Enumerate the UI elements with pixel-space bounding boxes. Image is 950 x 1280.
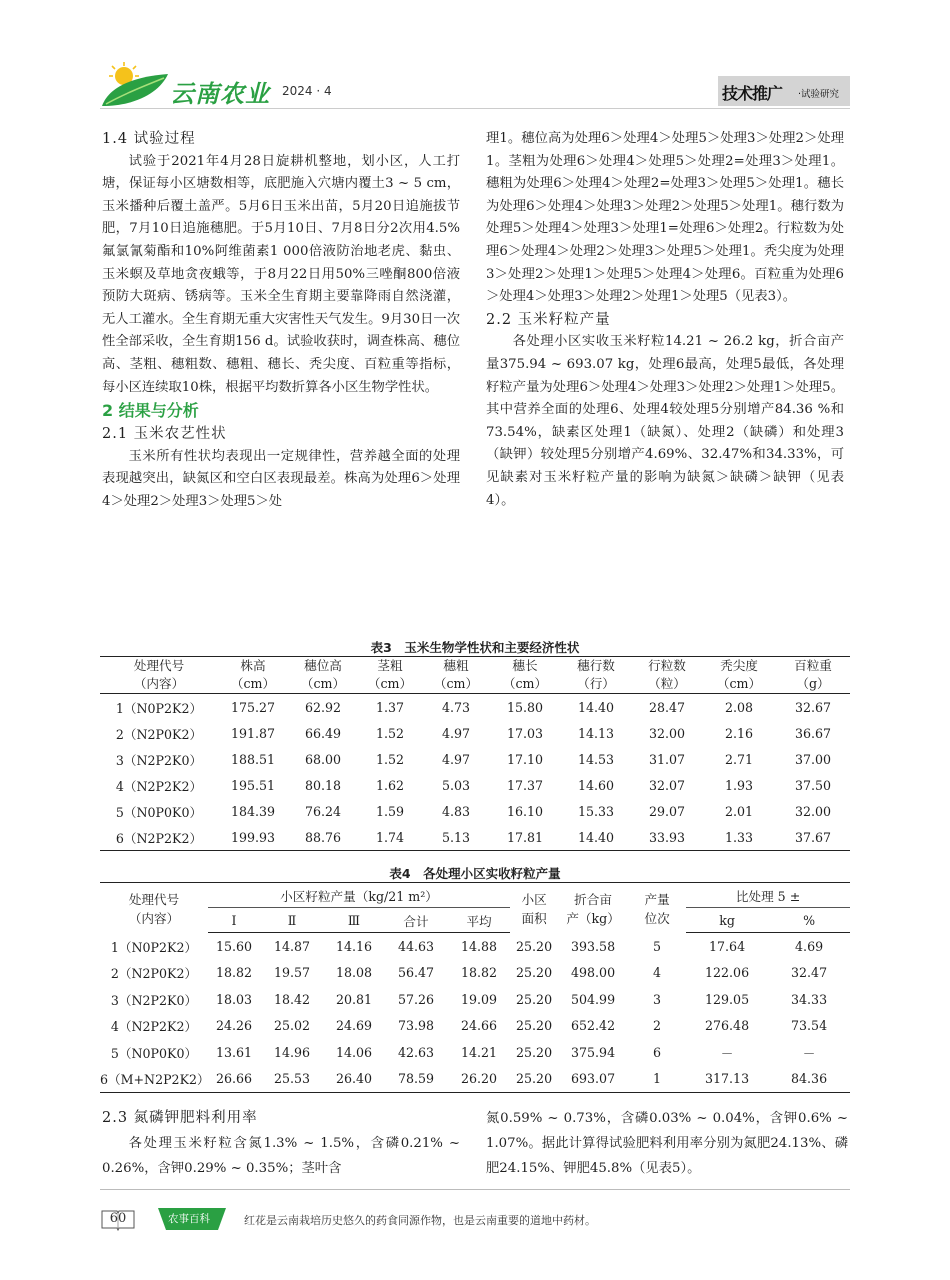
t4-cell: 25.20 xyxy=(510,1066,558,1093)
t3-cell: 37.50 xyxy=(794,777,832,793)
t3-cell: 1.37 xyxy=(375,699,405,715)
t4-cell: 2（N2P0K2） xyxy=(110,966,198,982)
t4-cell: 122.06 xyxy=(705,965,750,981)
t3-cell: 32.00 xyxy=(794,803,832,819)
t3-cell: 33.93 xyxy=(632,824,702,851)
t4-cell: 26.20 xyxy=(448,1066,510,1093)
t3-header-6-line-0: 穗行数 xyxy=(577,658,615,673)
heading-2-2: 2.2 玉米籽粒产量 xyxy=(486,311,611,328)
table-row xyxy=(100,720,850,746)
t4-cell: 4 xyxy=(653,965,662,981)
table-row xyxy=(100,986,850,1013)
t3-cell: 4.73 xyxy=(441,699,471,715)
t3-header-7-line-0: 行粒数 xyxy=(648,658,686,673)
t4-h-mu xyxy=(558,883,628,933)
t4-h-rank-sub: 位次 xyxy=(644,910,670,926)
t3-cell: 17.37 xyxy=(506,777,544,793)
t4-h-area-label: 小区 xyxy=(521,891,547,907)
paragraph-2-3-left: 各处理玉米籽粒含氮1.3% ~ 1.5%，含磷0.21% ~ 0.26%，含钾0.29% ~ 0.35%；茎叶含 xyxy=(102,1136,460,1176)
t4-cell: － xyxy=(802,1045,816,1061)
t3-header-0-line-0: 处理代号 xyxy=(133,658,185,673)
t3-header-6 xyxy=(560,657,632,694)
page-number: 60 xyxy=(109,1211,127,1226)
t4-cell: 44.63 xyxy=(397,938,435,954)
footer-divider xyxy=(100,1189,850,1190)
t3-cell: 88.76 xyxy=(288,824,358,851)
t4-cell: 25.02 xyxy=(273,1018,311,1034)
t4-cell: 693.07 xyxy=(558,1066,628,1093)
t4-cell: 5 xyxy=(653,938,662,954)
t4-h-area xyxy=(510,883,558,933)
t3-cell: 15.33 xyxy=(577,803,615,819)
t3-cell: 2.16 xyxy=(724,725,754,741)
t3-header-8 xyxy=(702,657,776,694)
t4-cell: 18.82 xyxy=(461,965,498,981)
table3-body xyxy=(100,694,850,851)
t4-cell: 14.96 xyxy=(273,1044,311,1060)
t4-cell: 24.66 xyxy=(461,1018,498,1034)
t3-cell: 28.47 xyxy=(648,699,686,715)
t3-cell: 66.49 xyxy=(304,725,342,741)
t3-cell: 29.07 xyxy=(648,803,686,819)
t4-h-compare: 比处理 5 ± xyxy=(686,883,850,908)
t4-h-sub-3: Ⅲ xyxy=(324,908,384,933)
t3-header-1-line-1: （cm） xyxy=(230,676,276,691)
t3-cell: 2.71 xyxy=(724,751,754,767)
t3-header-7 xyxy=(632,657,702,694)
t4-cell: 56.47 xyxy=(397,965,435,981)
t3-header-5-line-1: （cm） xyxy=(502,676,548,691)
t4-cell: 84.36 xyxy=(768,1066,850,1093)
t4-cell: 1（N0P2K2） xyxy=(110,939,198,955)
t4-h-code-label: 处理代号 xyxy=(128,891,180,907)
t4-h-code xyxy=(100,883,208,933)
t4-cell: 6 xyxy=(653,1044,662,1060)
table-row xyxy=(100,772,850,798)
paragraph-2-1-continued: 理1。穗位高为处理6＞处理4＞处理5＞处理3＞处理2＞处理1。茎粗为处理6＞处理4＞处理5＞处理2=处理3＞处理1。穗粗为处理6＞处理4＞处理2=处理3＞处理5＞处理1。穗长为处理6＞处理4＞处理3＞处理2＞处理5＞处理1。穗行数为处理5＞处理4＞处理3＞处理1=处理6＞处理2。行粒数为处理6＞处理4＞处理2＞处理3＞处理5＞处理1。秃尖度为处理3＞处理2＞处理1＞处理5＞处理4＞处理6。百粒重为处理6＞处理4＞处理3＞处理2＞处理1＞处理5（见表3）。 xyxy=(486,131,844,305)
t3-cell: 4（N2P2K2） xyxy=(115,778,203,794)
t4-h-sub-1: Ⅰ xyxy=(208,908,260,933)
t4-cell: 25.20 xyxy=(516,1018,553,1034)
t4-cell: 18.42 xyxy=(273,991,311,1007)
t4-cell: 24.26 xyxy=(215,1018,253,1034)
footer-note: 红花是云南栽培历史悠久的药食同源作物，也是云南重要的道地中药材。 xyxy=(244,1214,596,1227)
table-row xyxy=(100,933,850,960)
t4-cell: 3 xyxy=(653,991,662,1007)
paragraph-2-1: 玉米所有性状均表现出一定规律性，营养越全面的处理表现越突出，缺氮区和空白区表现最差。株高为处理6＞处理4＞处理2＞处理3＞处理5＞处 xyxy=(102,448,460,509)
t4-cell: 25.20 xyxy=(516,991,553,1007)
t3-cell: 62.92 xyxy=(304,699,342,715)
t4-h-rank-label: 产量 xyxy=(644,891,670,907)
t4-h-pct: % xyxy=(768,908,850,933)
t4-cell: 276.48 xyxy=(705,1018,750,1034)
t3-header-4-line-0: 穗粗 xyxy=(443,658,469,673)
t3-header-2 xyxy=(288,657,358,694)
t4-cell: 317.13 xyxy=(686,1066,768,1093)
t3-cell: 195.51 xyxy=(230,777,276,793)
t4-cell: 14.16 xyxy=(335,938,373,954)
heading-2: 2 结果与分析 xyxy=(102,401,199,421)
t3-cell: 2.08 xyxy=(724,699,754,715)
issue-label: 2024 · 4 xyxy=(282,84,332,98)
t4-h-sub-avg: 平均 xyxy=(448,908,510,933)
t3-cell: 1.52 xyxy=(375,751,405,767)
t3-cell: 17.81 xyxy=(490,824,560,851)
t4-cell: 5（N0P0K0） xyxy=(110,1045,198,1061)
table-row xyxy=(100,960,850,987)
t4-h-sub-2: Ⅱ xyxy=(260,908,324,933)
t3-cell: 14.40 xyxy=(577,699,615,715)
paragraph-1-4: 试验于2021年4月28日旋耕机整地，划小区，人工打塘，保证每小区塘数相等，底肥施入穴塘内覆土3 ~ 5 cm，玉米播种后覆土盖严。5月6日玉米出苗，5月20日追施拔节肥，7月10日追施穗肥。于5月10日、7月8日分2次用4.5%氟氯氰菊酯和10%阿维菌素1 000倍液防治地老虎、黏虫、玉米螟及草地贪夜蛾等，于8月22日用50%三唑酮800倍液预防大斑病、锈病等。玉米全生育期主要靠降雨自然浇灌，无人工灌水。全生育期无重大灾害性天气发生。9月30日一次性全部采收，全生育期156 d。试验收获时，调查株高、穗位高、茎粗、穗粗数、穗粗、穗长、秃尖度、百粒重等指标，每小区连续取10株，根据平均数折算各小区生物学性状。 xyxy=(102,153,460,395)
t3-cell: 14.53 xyxy=(577,751,615,767)
t3-header-6-line-1: （行） xyxy=(577,676,615,691)
t4-cell: 14.21 xyxy=(461,1044,498,1060)
t3-cell: 37.67 xyxy=(776,824,850,851)
t3-cell: 31.07 xyxy=(648,751,686,767)
t4-cell: 19.09 xyxy=(461,991,498,1007)
page-header xyxy=(0,0,950,112)
t3-cell: 68.00 xyxy=(304,751,342,767)
t4-cell: 3（N2P2K0） xyxy=(110,992,198,1008)
t3-cell: 32.07 xyxy=(648,777,686,793)
t3-cell: 3（N2P2K0） xyxy=(115,752,203,768)
t4-cell: 375.94 xyxy=(571,1044,616,1060)
t3-header-3 xyxy=(358,657,422,694)
t4-cell: 57.26 xyxy=(397,991,435,1007)
table-row xyxy=(100,1066,850,1093)
t3-cell: 5.13 xyxy=(422,824,490,851)
t3-cell: 1.93 xyxy=(724,777,754,793)
t3-cell: 5（N0P0K0） xyxy=(115,804,203,820)
t4-cell: 20.81 xyxy=(335,991,373,1007)
t4-cell: 25.53 xyxy=(260,1066,324,1093)
t3-cell: 36.67 xyxy=(794,725,832,741)
t4-cell: 498.00 xyxy=(571,965,616,981)
t3-cell: 1.52 xyxy=(375,725,405,741)
t4-cell: － xyxy=(720,1045,734,1061)
t4-cell: 26.40 xyxy=(324,1066,384,1093)
t4-cell: 34.33 xyxy=(791,991,828,1007)
t4-cell: 6（M+N2P2K2） xyxy=(100,1066,208,1093)
t3-header-1-line-0: 株高 xyxy=(240,658,266,673)
t4-cell: 73.98 xyxy=(397,1018,435,1034)
t3-header-9-line-1: （g） xyxy=(796,676,830,691)
t3-cell: 17.03 xyxy=(506,725,544,741)
heading-2-1: 2.1 玉米农艺性状 xyxy=(102,426,227,443)
t4-h-mu-label: 折合亩 xyxy=(574,891,612,907)
paragraph-2-3-right: 氮0.59% ~ 0.73%，含磷0.03% ~ 0.04%，含钾0.6% ~ 1.07%。据此计算得试验肥料利用率分别为氮肥24.13%、磷肥24.15%、钾肥45.8%（见表5）。 xyxy=(486,1111,848,1176)
column-title: 技术推广 xyxy=(722,84,783,103)
leaf-sun-logo-icon xyxy=(100,62,170,108)
table-row xyxy=(100,694,850,721)
t3-cell: 191.87 xyxy=(230,725,276,741)
header-divider xyxy=(100,108,850,109)
t4-cell: 32.47 xyxy=(791,965,828,981)
t4-h-rank xyxy=(628,883,686,933)
t3-header-3-line-1: （cm） xyxy=(367,676,413,691)
paragraph-2-2: 各处理小区实收玉米籽粒14.21 ~ 26.2 kg，折合亩产量375.94 ~ 693.07 kg，处理6最高，处理5最低，各处理籽粒产量为处理6＞处理4＞处理3＞处理2＞处理1＞处理5。其中营养全面的处理6、处理4较处理5分别增产84.36 %和73.54%，缺素区处理1（缺氮）、处理2（缺磷）和处理3（缺钾）较处理5分别增产4.69%、32.47%和34.33%，可见缺素对玉米籽粒产量的影响为缺氮＞缺磷＞缺钾（见表4）。 xyxy=(486,334,844,508)
table3-header-row xyxy=(100,657,850,694)
t4-h-yield-group: 小区籽粒产量（kg/21 m²） xyxy=(208,883,510,908)
t3-header-4-line-1: （cm） xyxy=(433,676,479,691)
right-column xyxy=(486,128,844,512)
t3-header-2-line-1: （cm） xyxy=(300,676,346,691)
t3-header-0-line-1: （内容） xyxy=(133,676,185,691)
t4-cell: 1 xyxy=(628,1066,686,1093)
t4-cell: 504.99 xyxy=(571,991,616,1007)
t3-cell: 6（N2P2K2） xyxy=(100,824,218,851)
t4-cell: 19.57 xyxy=(273,965,311,981)
journal-title: 云南农业 xyxy=(170,79,270,108)
t4-cell: 26.66 xyxy=(208,1066,260,1093)
t3-header-8-line-1: （cm） xyxy=(716,676,762,691)
t4-cell: 78.59 xyxy=(384,1066,448,1093)
section-2-3-right xyxy=(486,1106,848,1181)
t3-cell: 184.39 xyxy=(230,803,276,819)
heading-1-4: 1.4 试验过程 xyxy=(102,131,196,147)
t4-cell: 2 xyxy=(653,1018,662,1034)
t3-cell: 15.80 xyxy=(506,699,544,715)
t3-header-7-line-1: （粒） xyxy=(648,676,686,691)
heading-2-3: 2.3 氮磷钾肥料利用率 xyxy=(102,1110,258,1126)
table4 xyxy=(100,882,850,1093)
t3-header-9 xyxy=(776,657,850,694)
t4-cell: 25.20 xyxy=(516,938,553,954)
t4-h-area-sub: 面积 xyxy=(521,910,547,926)
t4-cell: 14.06 xyxy=(335,1044,373,1060)
t4-cell: 15.60 xyxy=(215,938,253,954)
t4-h-kg: kg xyxy=(686,908,768,933)
table3-caption: 表3 玉米生物学性状和主要经济性状 xyxy=(370,640,580,655)
t4-h-code-sub: （内容） xyxy=(128,910,180,926)
t3-cell: 1.33 xyxy=(702,824,776,851)
table-row xyxy=(100,1013,850,1040)
t3-cell: 76.24 xyxy=(304,803,342,819)
t3-cell: 16.10 xyxy=(506,803,544,819)
t3-cell: 1.59 xyxy=(375,803,405,819)
column-subtitle: ·试验研究 xyxy=(798,89,840,100)
page-number-box xyxy=(100,1208,136,1232)
t3-cell: 199.93 xyxy=(218,824,288,851)
t3-header-3-line-0: 茎粗 xyxy=(377,658,403,673)
t3-header-5-line-0: 穗长 xyxy=(512,658,538,673)
footer-tag-label: 农事百科 xyxy=(168,1213,210,1225)
t3-header-2-line-0: 穗位高 xyxy=(304,658,342,673)
table4-body xyxy=(100,933,850,1093)
t4-cell: 25.20 xyxy=(516,1044,553,1060)
t3-header-8-line-0: 秃尖度 xyxy=(720,658,758,673)
t4-cell: 652.42 xyxy=(571,1018,616,1034)
t3-cell: 17.10 xyxy=(506,751,544,767)
t4-h-sub-total: 合计 xyxy=(384,908,448,933)
table-row xyxy=(100,824,850,851)
table3 xyxy=(100,656,850,851)
left-column xyxy=(102,128,460,514)
column-badge xyxy=(718,76,850,106)
t4-cell: 393.58 xyxy=(571,938,616,954)
t3-cell: 14.60 xyxy=(577,777,615,793)
t3-header-0 xyxy=(100,657,218,694)
t4-cell: 13.61 xyxy=(215,1044,253,1060)
t4-cell: 24.69 xyxy=(335,1018,373,1034)
t3-cell: 14.13 xyxy=(577,725,615,741)
t3-cell: 37.00 xyxy=(794,751,832,767)
table4-caption: 表4 各处理小区实收籽粒产量 xyxy=(389,866,561,881)
t3-cell: 2（N2P0K2） xyxy=(115,726,203,742)
t3-cell: 80.18 xyxy=(304,777,342,793)
t3-cell: 2.01 xyxy=(724,803,754,819)
t4-cell: 18.82 xyxy=(215,965,253,981)
t3-cell: 188.51 xyxy=(230,751,276,767)
t3-header-5 xyxy=(490,657,560,694)
t3-cell: 32.00 xyxy=(648,725,686,741)
t4-cell: 42.63 xyxy=(397,1044,435,1060)
t4-cell: 129.05 xyxy=(705,991,750,1007)
t4-h-mu-sub: 产（kg） xyxy=(566,910,620,926)
t4-cell: 14.88 xyxy=(461,938,498,954)
t3-header-1 xyxy=(218,657,288,694)
t3-cell: 4.97 xyxy=(441,751,471,767)
table-row xyxy=(100,1039,850,1066)
section-2-3-left xyxy=(102,1106,460,1181)
t4-cell: 14.87 xyxy=(273,938,311,954)
t4-cell: 18.03 xyxy=(215,991,253,1007)
t4-cell: 73.54 xyxy=(791,1018,828,1034)
footer-tag xyxy=(158,1208,226,1230)
t3-cell: 5.03 xyxy=(441,777,471,793)
t3-cell: 32.67 xyxy=(794,699,832,715)
t3-cell: 14.40 xyxy=(560,824,632,851)
t3-header-4 xyxy=(422,657,490,694)
t4-cell: 17.64 xyxy=(709,938,746,954)
t4-cell: 18.08 xyxy=(335,965,373,981)
t3-header-9-line-0: 百粒重 xyxy=(794,658,832,673)
t3-cell: 4.97 xyxy=(441,725,471,741)
t4-cell: 4（N2P2K2） xyxy=(110,1019,198,1035)
t3-cell: 1.74 xyxy=(358,824,422,851)
t3-cell: 1.62 xyxy=(375,777,405,793)
table-row xyxy=(100,798,850,824)
t3-cell: 175.27 xyxy=(230,699,276,715)
t3-cell: 1（N0P2K2） xyxy=(115,700,203,716)
t4-cell: 25.20 xyxy=(516,965,553,981)
table-row xyxy=(100,746,850,772)
t4-cell: 4.69 xyxy=(795,938,824,954)
t3-cell: 4.83 xyxy=(441,803,471,819)
